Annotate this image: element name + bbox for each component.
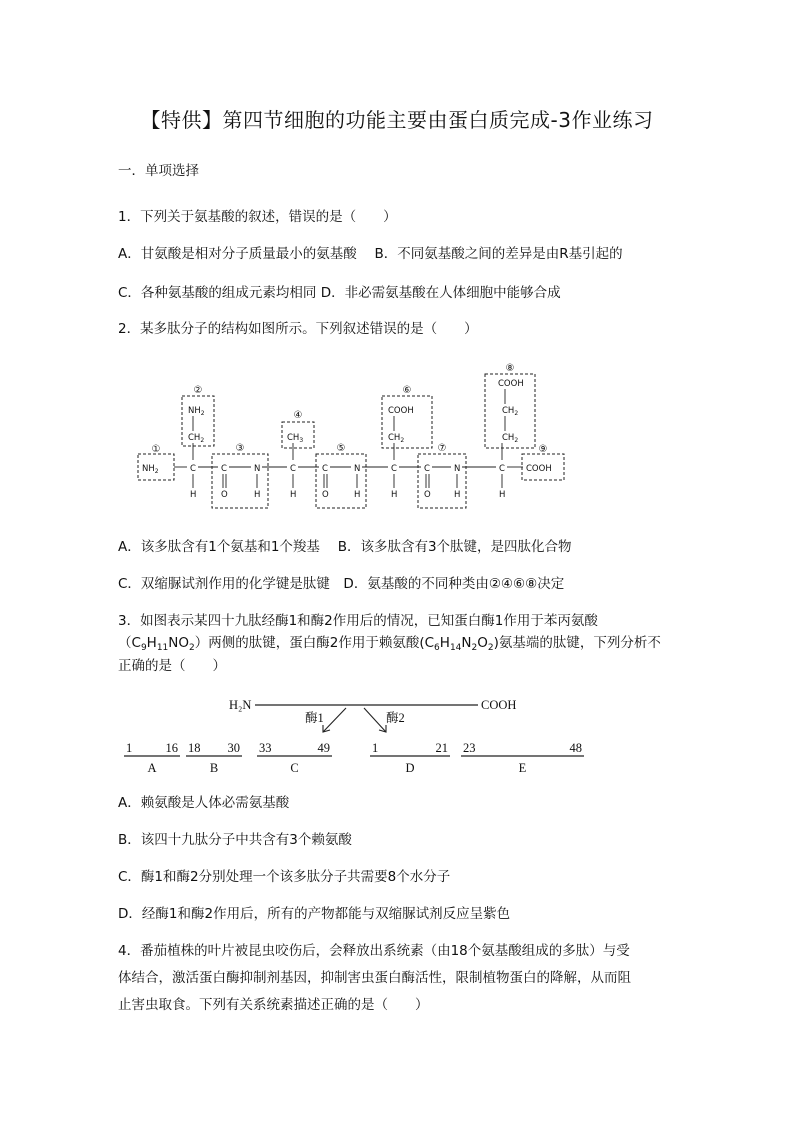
label-8: ⑧ bbox=[505, 363, 515, 374]
svg-text:CH3: $CH_3$ bbox=[287, 433, 304, 444]
svg-text:CH2: $CH_2$ bbox=[502, 406, 519, 417]
label-2: ② bbox=[193, 385, 203, 396]
svg-text:N: N bbox=[254, 464, 261, 474]
segment-A-label: A bbox=[147, 761, 157, 775]
n-terminus: H₂N bbox=[229, 698, 252, 712]
question-1-options-cd: C．各种氨基酸的组成元素均相同 D．非必需氨基酸在人体细胞中能够合成 bbox=[118, 285, 561, 301]
svg-text:CH2: $CH_2$ bbox=[502, 433, 519, 444]
svg-text:COOH: COOH bbox=[526, 464, 552, 474]
segment-A-end: 16 bbox=[165, 741, 178, 755]
segment-B-start: 18 bbox=[188, 741, 201, 755]
page-title: 【特供】第四节细胞的功能主要由蛋白质完成-3作业练习 bbox=[140, 108, 654, 132]
question-3-option-b: B．该四十九肽分子中共含有3个赖氨酸 bbox=[118, 832, 352, 848]
label-9: ⑨ bbox=[538, 444, 548, 455]
question-2-stem: 2．某多肽分子的结构如图所示。下列叙述错误的是（ ） bbox=[118, 321, 478, 337]
svg-text:H: H bbox=[354, 490, 361, 500]
question-4-stem-1: 4．番茄植株的叶片被昆虫咬伤后，会释放出系统素（由18个氨基酸组成的多肽）与受 bbox=[118, 943, 630, 959]
question-1-stem: 1．下列关于氨基酸的叙述，错误的是（ ） bbox=[118, 209, 397, 225]
question-4-stem-2: 体结合，激活蛋白酶抑制剂基因，抑制害虫蛋白酶活性，限制植物蛋白的降解，从而阻 bbox=[118, 970, 631, 986]
enzyme-cleavage-figure bbox=[118, 692, 598, 780]
svg-text:N: N bbox=[454, 464, 461, 474]
question-3-option-c: C．酶1和酶2分别处理一个该多肽分子共需要8个水分子 bbox=[118, 869, 451, 885]
svg-text:N: N bbox=[354, 464, 361, 474]
segment-A-start: 1 bbox=[126, 741, 133, 755]
question-3-stem-2: $(C_9H_{11}NO_2)$两侧的肽键，蛋白酶2作用于赖氨酸$(C_6H_{14}N_2O_2)$氨基端的肽键，下列分析不 bbox=[118, 635, 661, 653]
segment-C-start: 33 bbox=[259, 741, 272, 755]
segment-E-label: E bbox=[518, 761, 527, 775]
label-4: ④ bbox=[293, 410, 303, 421]
svg-text:C: C bbox=[322, 464, 328, 474]
svg-text:O: O bbox=[221, 490, 228, 500]
segment-D-end: 21 bbox=[435, 741, 448, 755]
question-3-option-a: A．赖氨酸是人体必需氨基酸 bbox=[118, 795, 290, 811]
segment-C-end: 49 bbox=[317, 741, 330, 755]
question-2-options-ab: A．该多肽含有1个氨基和1个羧基 B．该多肽含有3个肽键，是四肽化合物 bbox=[118, 539, 572, 555]
question-3-stem-3: 正确的是（ ） bbox=[118, 658, 226, 674]
label-3: ③ bbox=[235, 443, 245, 454]
c-terminus: COOH bbox=[481, 698, 517, 712]
question-2-options-cd: C．双缩脲试剂作用的化学键是肽键 D．氨基酸的不同种类由②④⑥⑧决定 bbox=[118, 576, 565, 592]
svg-text:H: H bbox=[454, 490, 461, 500]
segment-C-label: C bbox=[290, 761, 299, 775]
segment-E-start: 23 bbox=[463, 741, 476, 755]
label-6: ⑥ bbox=[402, 385, 412, 396]
svg-text:CH2: $CH_2$ bbox=[188, 433, 205, 444]
label-5: ⑤ bbox=[336, 443, 346, 454]
svg-text:C: C bbox=[424, 464, 430, 474]
label-1: ① bbox=[151, 444, 161, 455]
svg-text:H: H bbox=[499, 490, 506, 500]
segment-B-end: 30 bbox=[227, 741, 240, 755]
svg-text:NH2: $NH_2$ bbox=[188, 406, 205, 417]
svg-text:C: C bbox=[221, 464, 227, 474]
svg-text:COOH: COOH bbox=[498, 379, 524, 389]
question-3-option-d: D．经酶1和酶2作用后，所有的产物都能与双缩脲试剂反应呈紫色 bbox=[118, 906, 511, 922]
svg-text:C: C bbox=[391, 464, 397, 474]
svg-text:NH2: $NH_2$ bbox=[142, 464, 159, 475]
label-7: ⑦ bbox=[437, 443, 447, 454]
segment-D-start: 1 bbox=[372, 741, 379, 755]
svg-text:H: H bbox=[391, 490, 398, 500]
svg-text:C: C bbox=[499, 464, 505, 474]
segment-D-label: D bbox=[405, 761, 415, 775]
segment-B-label: B bbox=[209, 761, 219, 775]
enzyme-1-label: 酶1 bbox=[305, 711, 324, 725]
svg-text:O: O bbox=[424, 490, 431, 500]
svg-text:C: C bbox=[290, 464, 296, 474]
polypeptide-structure-figure bbox=[130, 356, 580, 516]
svg-text:H: H bbox=[254, 490, 261, 500]
svg-text:H: H bbox=[290, 490, 297, 500]
svg-text:CH2: $CH_2$ bbox=[388, 433, 405, 444]
question-1-options-ab: A．甘氨酸是相对分子质量最小的氨基酸 B．不同氨基酸之间的差异是由R基引起的 bbox=[118, 246, 623, 262]
svg-text:H: H bbox=[190, 490, 197, 500]
segment-E-end: 48 bbox=[569, 741, 582, 755]
svg-text:COOH: COOH bbox=[388, 406, 414, 416]
svg-text:C: C bbox=[190, 464, 196, 474]
section-heading: 一．单项选择 bbox=[118, 163, 199, 179]
enzyme-2-label: 酶2 bbox=[386, 711, 405, 725]
question-3-stem-1: 3．如图表示某四十九肽经酶1和酶2作用后的情况，已知蛋白酶1作用于苯丙氨酸 bbox=[118, 613, 598, 629]
question-4-stem-3: 止害虫取食。下列有关系统素描述正确的是（ ） bbox=[118, 997, 429, 1013]
svg-text:O: O bbox=[322, 490, 329, 500]
